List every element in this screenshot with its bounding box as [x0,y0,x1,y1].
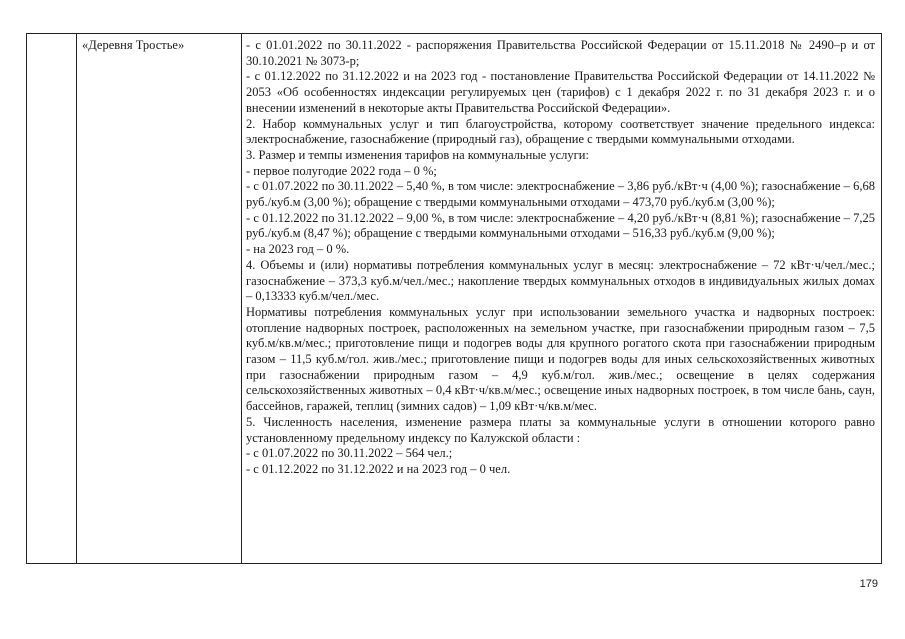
regulation-table [26,33,882,564]
column-divider [76,34,77,563]
paragraph: - первое полугодие 2022 года – 0 %; [246,163,437,178]
paragraph: Нормативы потребления коммунальных услуг при использовании земельного участка и надворных построек: отопление надворных построек, расположенных на земельном участке, при газоснабжении природным газом – 7,5 куб.м/кв.м/мес.; приготовление пищи и подогрев воды для крупного рогатого скота при газоснабжении природным газом – 11,5 куб.м/гол. жив./мес.; приготовление пищи и подогрев воды для иных сельскохозяйственных животных при газоснабжении природным газом – 4,9 куб.м/гол. жив./мес.; освещение в целях содержания сельскохозяйственных животных – 0,4 кВт·ч/кв.м/мес.; освещение иных надворных построек, в том числе бань, саун, бассейнов, гаражей, теплиц (зимних садов) – 1,09 кВт·ч/кв.м/мес. [246,304,875,414]
column-divider [241,34,242,563]
page-number: 179 [859,578,878,590]
paragraph: - с 01.12.2022 по 31.12.2022 и на 2023 год - постановление Правительства Российской Федерации от 14.11.2022 № 2053 «Об особенностях индексации регулируемых цен (тарифов) с 1 декабря 2022 г. по 31 декабря 2023 г. и о внесении изменений в некоторые акты Правительства Российской Федерации». [246,69,875,115]
paragraph: - с 01.07.2022 по 30.11.2022 – 564 чел.; [246,446,453,461]
paragraph: - с 01.12.2022 по 31.12.2022 и на 2023 год – 0 чел. [246,461,511,476]
paragraph: 4. Объемы и (или) нормативы потребления коммунальных услуг в месяц: электроснабжение – 72 кВт·ч/чел./мес.; газоснабжение – 373,3 куб.м/чел./мес.; накопление твердых коммунальных отходов в индивидуальных жилых домах – 0,13333 куб.м/чел./мес. [246,257,875,304]
settlement-name-cell: «Деревня Тростье» [82,38,185,52]
paragraph: 5. Численность населения, изменение размера платы за коммунальные услуги в отношении которого равно установленному предельному индексу по Калужской области : [246,414,875,445]
paragraph: - с 01.12.2022 по 31.12.2022 – 9,00 %, в том числе: электроснабжение – 4,20 руб./кВт·ч (8,81 %); газоснабжение – 7,25 руб./куб.м (8,47 %); обращение с твердыми коммунальными отходами – 516,33 руб./куб.м (9,00 %); [246,210,875,241]
paragraph: - на 2023 год – 0 %. [246,242,350,257]
tariff-description-cell [246,38,875,478]
paragraph: - с 01.07.2022 по 30.11.2022 – 5,40 %, в том числе: электроснабжение – 3,86 руб./кВт·ч (4,00 %); газоснабжение – 6,68 руб./куб.м (3,00 %); обращение с твердыми коммунальными отходами – 473,70 руб./куб.м (3,00 %); [246,179,875,210]
paragraph: - с 01.01.2022 по 30.11.2022 - распоряжения Правительства Российской Федерации от 15.11.2018 № 2490–р и от 30.10.2021 № 3073-р; [246,38,875,68]
paragraph: 2. Набор коммунальных услуг и тип благоустройства, которому соответствует значение предельного индекса: электроснабжение, газоснабжение (природный газ), обращение с твердыми коммунальными отходами. [246,116,875,147]
paragraph: 3. Размер и темпы изменения тарифов на коммунальные услуги: [246,147,589,162]
